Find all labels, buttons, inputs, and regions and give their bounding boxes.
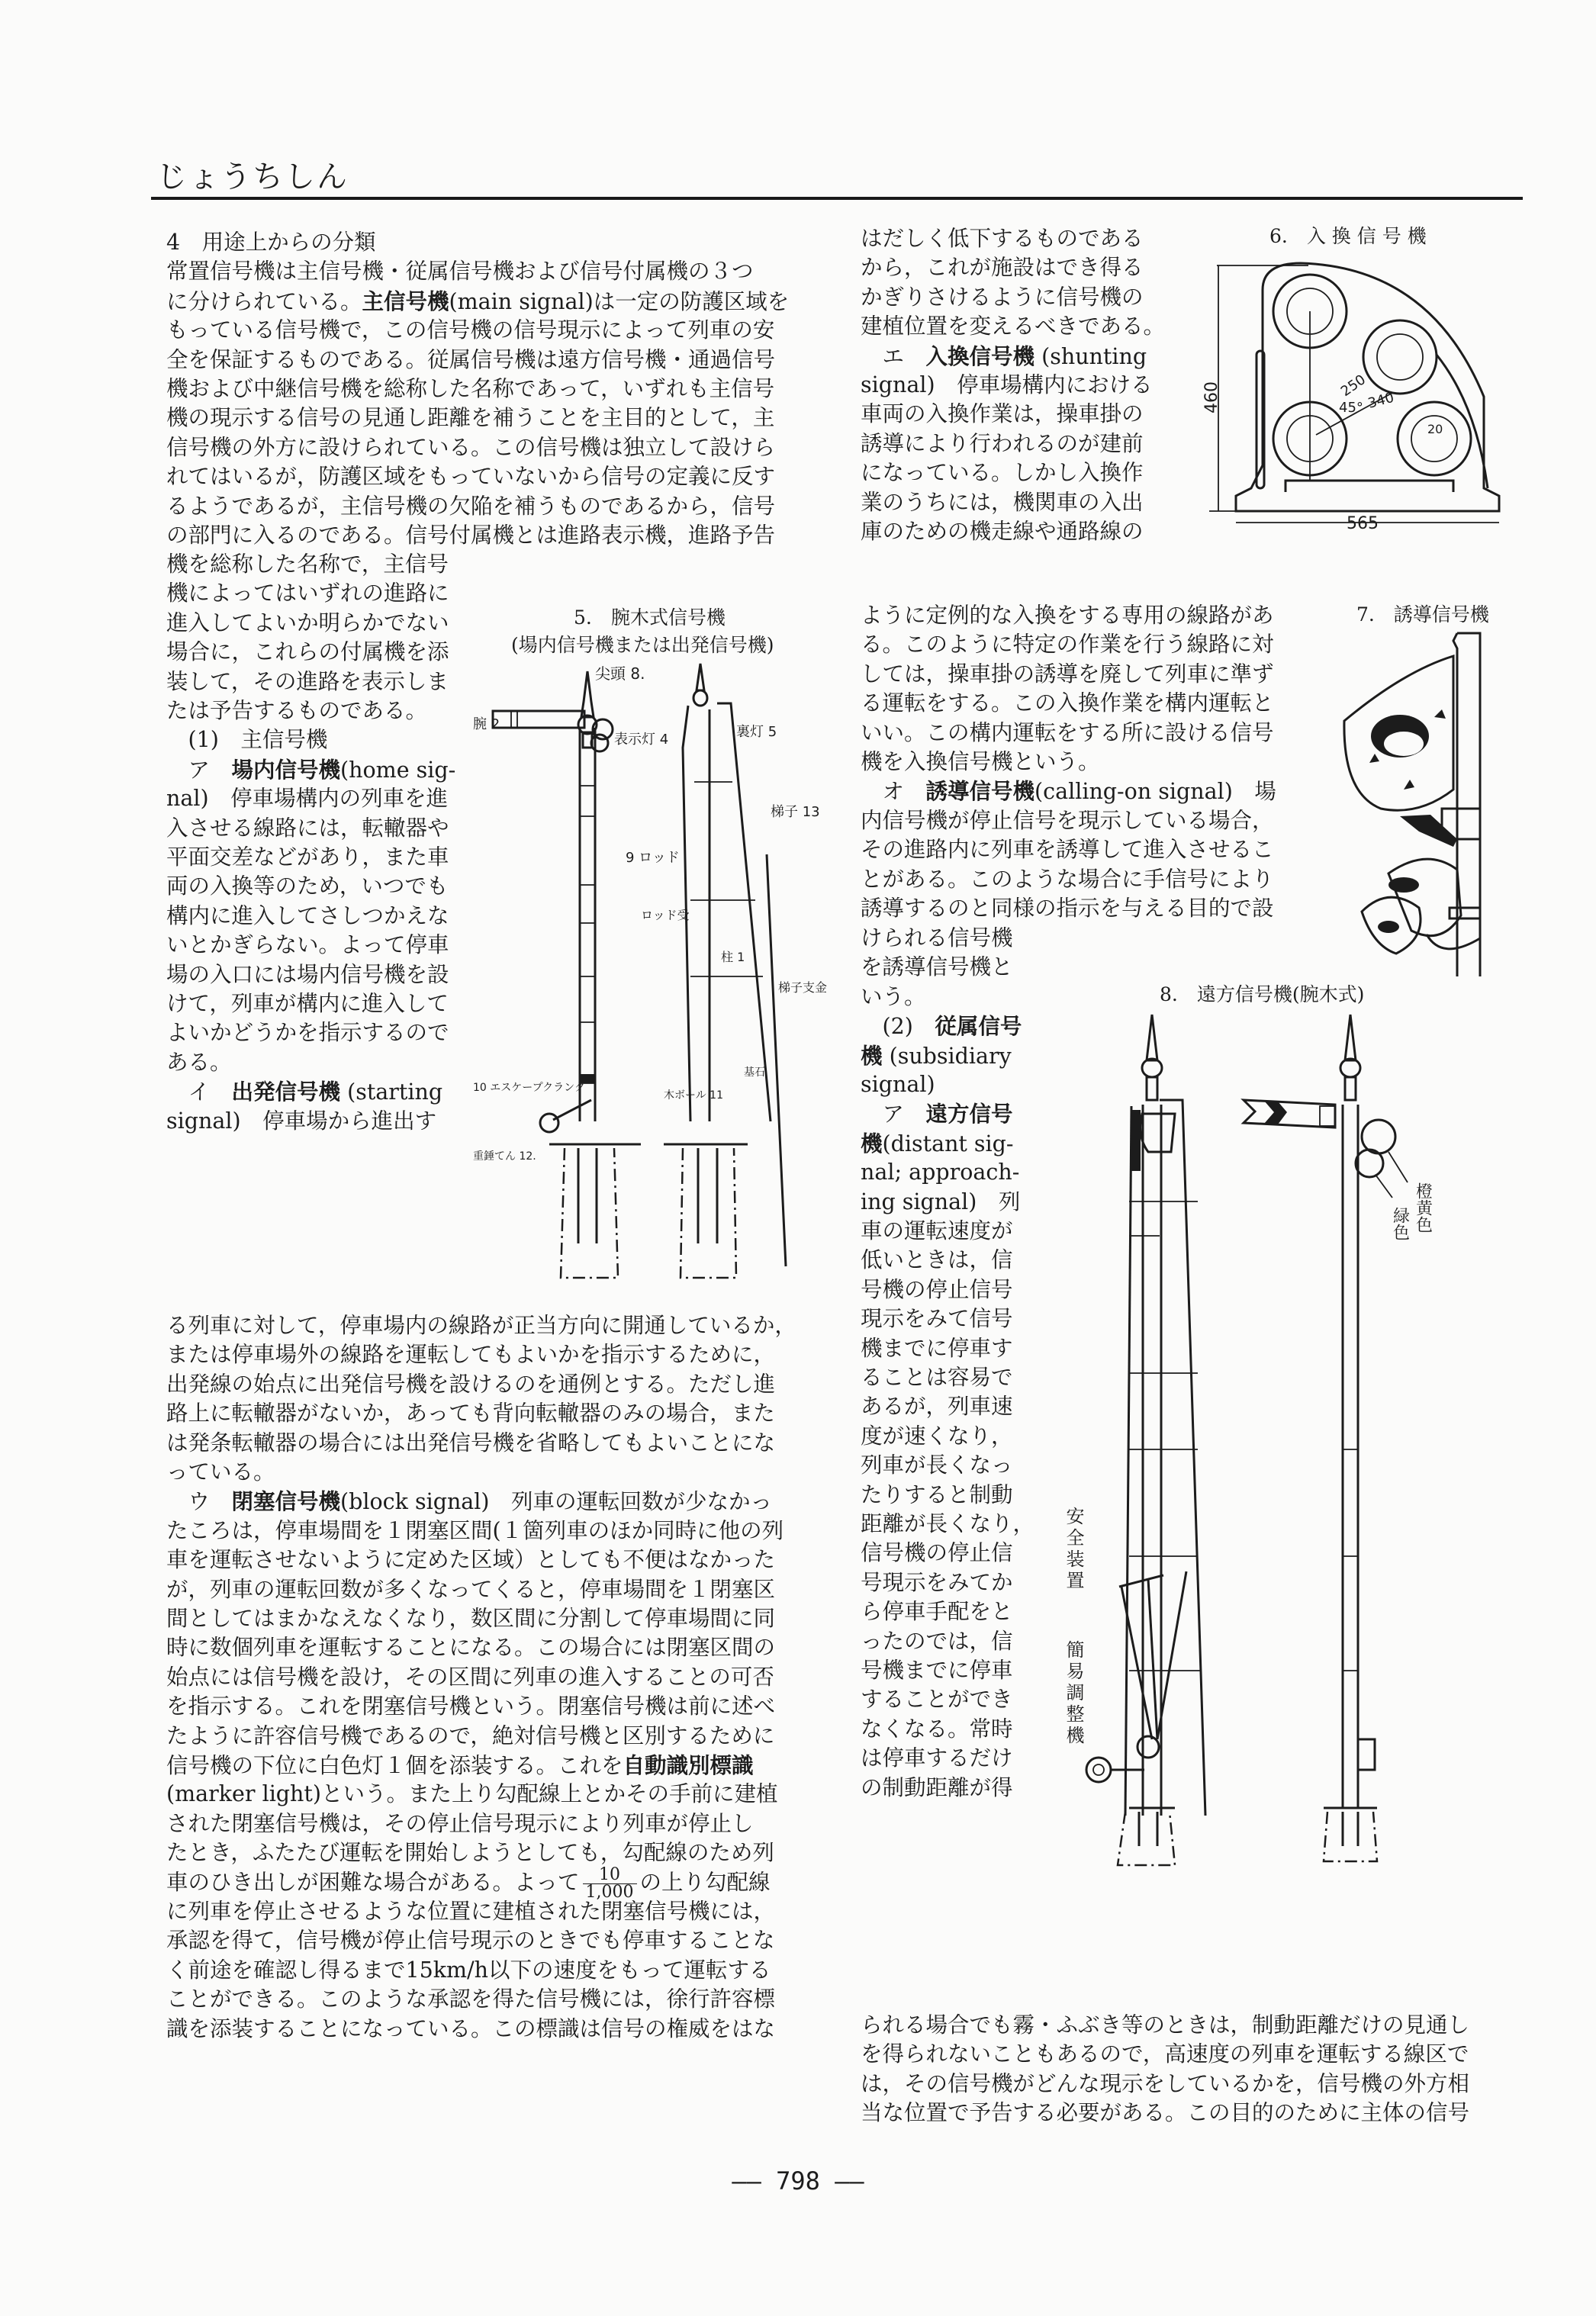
text-run: 始点には信号機を設け，その区間に列車の進入することの可否: [166, 1664, 774, 1690]
text-line: [861, 1185, 1020, 1219]
fig6-dim-lens: 20: [1427, 422, 1443, 436]
text-line: [166, 1046, 232, 1079]
text-line: [166, 1397, 775, 1430]
fig8-label-safety-device: 安全装置: [1063, 1507, 1084, 1592]
text-run: 信号機の外方に設けられている。この信号機は独立して設けら: [166, 434, 776, 460]
text-run: (distant sig-: [882, 1131, 1014, 1156]
page-number: [0, 2166, 1596, 2195]
text-line: [861, 628, 1274, 661]
figure-8-distant-signal-drawing: [1064, 1007, 1522, 1869]
text-line: [861, 1771, 1013, 1805]
text-run: された閉塞信号機は，その停止信号現示により列車が停止し: [166, 1810, 754, 1836]
figure-5-subcaption: (場内信号機または出発信号機): [511, 634, 774, 656]
text-line: [166, 1514, 784, 1548]
text-run: ア: [861, 1102, 926, 1127]
text-run: 度が速くなり，: [861, 1423, 1013, 1449]
text-run: から，これが施設はでき得る: [861, 255, 1144, 281]
fig6-dim-height: 460: [1202, 381, 1221, 413]
text-line: [166, 1368, 775, 1401]
text-line: [861, 1097, 1013, 1131]
text-run: 当な位置で予告する必要がある。この目的のために主体の信号: [861, 2100, 1470, 2126]
fig6-dim-spacing: 340: [1366, 389, 1396, 412]
text-line: [166, 1748, 754, 1782]
text-line: [166, 1309, 796, 1343]
text-run: の制動距離が得: [861, 1774, 1013, 1800]
text-run: いとかぎらない。よって停車: [166, 932, 449, 958]
text-line: [166, 1016, 449, 1050]
text-line: [166, 1924, 774, 1957]
text-line: [861, 1214, 1013, 1248]
text-line: [166, 1105, 436, 1138]
text-run: 場合に，これらの付属機を添: [166, 639, 449, 665]
text-line: [861, 251, 1144, 285]
header-rule: [151, 197, 1523, 200]
text-run: を誘導信号機と: [861, 954, 1013, 980]
text-run: (subsidiary: [882, 1043, 1012, 1069]
text-run: れてはいるが，防護区域をもっていないから信号の定義に反す: [166, 464, 776, 490]
figure-7-caption: 7. 誘導信号機: [1356, 603, 1489, 626]
text-line: [861, 863, 1274, 896]
text-run: 構内に進入してさしつかえな: [166, 902, 449, 928]
text-run: 機および中継信号機を総称した名称であって，いずれも主信号: [166, 376, 775, 401]
term-heading: 遠方信号: [925, 1101, 1013, 1127]
text-run: 識を添装することになっている。この標識は信号の権威をはな: [166, 2015, 776, 2041]
text-line: [861, 1243, 1013, 1277]
text-line: [166, 870, 448, 903]
text-line: [861, 1449, 1013, 1482]
semaphore-arm-fishtail: [1244, 1100, 1335, 1127]
text-run: あるが，列車速: [861, 1394, 1013, 1420]
text-run: signal) 停車場構内における: [861, 372, 1153, 397]
text-run: たように許容信号機であるので，絶対信号機と区別するために: [166, 1723, 775, 1748]
text-line: [861, 833, 1274, 867]
text-line: [166, 694, 427, 728]
text-run: 場の入口には場内信号機を設: [166, 961, 449, 987]
running-head: じょうちしん: [156, 159, 349, 195]
text-run: 車のひき出しが困難な場合がある。よって: [166, 1869, 580, 1895]
text-line: [861, 2009, 1469, 2042]
text-run: (1) 主信号機: [166, 727, 328, 753]
fig5-label-ladder-bracket: 梯子支金: [778, 980, 828, 995]
text-line: [861, 486, 1144, 519]
text-line: [861, 1654, 1013, 1687]
text-run: る列車に対して，停車場内の線路が正当方向に開通しているか，: [166, 1313, 796, 1338]
text-line: [861, 515, 1144, 548]
text-run: たとき，ふたたび運転を開始しようとしても，勾配線のため列: [166, 1840, 774, 1866]
text-run: (block signal) 列車の運転回数が少なかっ: [340, 1489, 773, 1515]
text-run: 号機の停止信号: [861, 1276, 1013, 1302]
text-run: 低いときは，信: [861, 1247, 1013, 1273]
term-heading: 入換信号機: [925, 343, 1035, 369]
fraction-denominator: 1,000: [585, 1882, 634, 1902]
fig5-label-back-light: 裏灯 5: [736, 724, 777, 740]
text-run: が，列車の運転回数が多くなってくると，停車場間を１閉塞区: [166, 1576, 776, 1602]
text-run: 常置信号機は主信号機・従属信号機および信号付属機の３つ: [166, 259, 754, 285]
text-run: もっている信号機で，この信号機の信号現示によって列車の安: [166, 317, 775, 343]
text-run: 号現示をみてか: [861, 1569, 1013, 1595]
text-run: る。このように特定の作業を行う線路に対: [861, 632, 1274, 658]
text-line: [861, 1478, 1013, 1512]
text-run: (calling-on signal) 場: [1035, 779, 1276, 805]
fig5-label-escape-crank: 10 エスケープクランク: [473, 1082, 585, 1094]
text-run: る運転をする。この入換作業を構内運転と: [861, 690, 1274, 716]
text-run: ing signal) 列: [861, 1189, 1021, 1214]
text-line: [861, 1156, 1019, 1189]
text-line: [861, 222, 1144, 256]
text-line: [166, 226, 376, 259]
text-run: その進路内に列車を誘導して進入させるこ: [861, 837, 1274, 863]
text-run: ら停車手配をと: [861, 1599, 1013, 1625]
text-run: はだしく低下するものである: [861, 226, 1144, 251]
text-line: [861, 1507, 1035, 1541]
text-line: [166, 1573, 775, 1607]
text-run: 機によってはいずれの進路に: [166, 581, 449, 606]
text-run: に列車を停止させるような位置に建植された閉塞信号機には，: [166, 1899, 776, 1924]
text-run: は発条転轍器の場合には出発信号機を省略してもよいことにな: [166, 1430, 776, 1456]
text-line: [166, 899, 449, 933]
text-line: [861, 1566, 1013, 1600]
text-line: [861, 1742, 1013, 1775]
text-run: く前途を確認し得るまで15km/h以下の速度をもって運転する: [166, 1957, 771, 1983]
text-line: [861, 1595, 1013, 1629]
text-line: [861, 1361, 1013, 1394]
text-run: ることは容易で: [861, 1365, 1013, 1390]
text-line: [861, 1536, 1013, 1570]
text-line: [166, 928, 449, 962]
text-run: とがある。このような場合に手信号により: [861, 866, 1274, 892]
text-run: 入させる線路には，転轍器や: [166, 815, 449, 841]
text-line: [861, 1625, 1013, 1658]
signal-lamp-bottom-right: [1398, 402, 1471, 475]
text-line: [166, 753, 455, 786]
signal-lamp-top-right: [1363, 320, 1437, 394]
text-run: の部門に入るのである。信号付属機とは進路表示機，進路予告: [166, 523, 776, 548]
text-run: 庫のための機走線や通路線の: [861, 519, 1144, 544]
text-line: [166, 460, 775, 494]
text-run: 機を総称した名称で，主信号: [166, 552, 449, 577]
text-line: [861, 804, 1274, 838]
text-run: の上り勾配線: [639, 1869, 771, 1895]
text-line: [861, 658, 1274, 691]
fig5-label-finial: 尖頭 8.: [595, 664, 645, 683]
text-line: [861, 339, 1147, 373]
term-heading: 機: [861, 1042, 883, 1069]
fig5-label-foundation: 基石: [744, 1066, 765, 1079]
text-run: 車の運転速度が: [861, 1218, 1013, 1243]
text-run: 列車が長くなっ: [861, 1452, 1013, 1478]
text-run: 時に数個列車を運転することになる。この場合には閉塞区間の: [166, 1635, 776, 1661]
text-line: [166, 490, 775, 523]
text-line: [166, 1719, 774, 1753]
text-line: [166, 1543, 775, 1577]
text-run: (2): [861, 1014, 935, 1040]
text-line: [861, 281, 1144, 314]
distant-signal-side-view: [1086, 1015, 1205, 1865]
text-line: [861, 980, 926, 1014]
fig5-label-counterweight: 重錘てん 12.: [473, 1150, 536, 1163]
text-run: 機までに停車す: [861, 1335, 1013, 1361]
text-line: [166, 285, 789, 318]
figure-7-calling-on-signal-drawing: [1327, 626, 1526, 976]
text-run: 出発線の始点に出発信号機を設けるのを通例とする。ただし進: [166, 1371, 776, 1397]
text-run: 機を入換信号機という。: [861, 749, 1100, 774]
text-line: [861, 599, 1274, 632]
text-line: [166, 1338, 775, 1372]
text-run: nal) 停車場構内の列車を進: [166, 786, 449, 812]
text-line: [166, 548, 449, 581]
fig6-dim-radius: 250: [1337, 372, 1369, 400]
text-line: [166, 1427, 775, 1460]
text-run: に分けられている。: [166, 288, 362, 314]
term-heading: 機: [861, 1130, 883, 1156]
text-run: nal; approach-: [861, 1160, 1020, 1185]
text-line: [166, 841, 449, 874]
fig5-label-ladder: 梯子 13: [771, 804, 820, 820]
text-line: [166, 1836, 774, 1870]
text-line: [861, 774, 1276, 808]
text-run: 業のうちには，機関車の入出: [861, 489, 1144, 515]
text-line: [166, 1075, 442, 1108]
text-run: ある。: [166, 1049, 232, 1075]
text-line: [166, 314, 774, 347]
text-run: ことができる。このような承認を得た信号機には，徐行許容標: [166, 1986, 776, 2012]
semaphore-mast-front: [493, 671, 641, 1278]
page-number-value: 798: [776, 2166, 820, 2195]
text-run: 現示をみて信号: [861, 1306, 1013, 1332]
text-run: 進入してよいか明らかでない: [166, 610, 449, 635]
fraction-numerator: 10: [583, 1867, 637, 1884]
text-run: 両の入換等のため，いつでも: [166, 873, 449, 899]
text-run: 装して，その進路を表示しま: [166, 668, 449, 694]
text-run: 路上に転轍器がないか，あっても背向転轍器のみの場合，また: [166, 1401, 775, 1427]
text-line: [166, 1864, 771, 1902]
text-line: [166, 812, 449, 845]
text-line: [166, 987, 449, 1021]
text-run: エ: [861, 343, 926, 369]
text-line: [861, 2038, 1469, 2071]
text-line: [166, 723, 327, 757]
text-run: かぎりさけるように信号機の: [861, 284, 1144, 310]
term-heading: 従属信号: [935, 1013, 1022, 1040]
text-line: [861, 1302, 1013, 1336]
text-run: 間としてはまかなえなくなり，数区間に分割して停車場間に同: [166, 1606, 776, 1631]
text-run: られる場合でも霧・ふぶき等のときは，制動距離だけの見通し: [861, 2012, 1470, 2038]
distant-signal-front-view: [1129, 1015, 1408, 1861]
text-line: [166, 1484, 772, 1518]
text-run: たりすると制動: [861, 1481, 1013, 1507]
text-line: [166, 2012, 775, 2046]
text-line: [166, 1807, 754, 1841]
text-line: [861, 716, 1274, 750]
text-line: [166, 782, 448, 815]
text-run: たころは，停車場間を１閉塞区間(１箇列車のほか同時に他の列: [166, 1517, 784, 1543]
text-run: ように定例的な入換をする専用の線路があ: [861, 603, 1274, 628]
text-line: [166, 1661, 774, 1694]
text-run: (marker light)という。また上り勾配線上とかその手前に建植: [166, 1781, 778, 1807]
fig5-label-arm: 腕 2: [473, 716, 500, 732]
text-run: 車を運転させないように定めた区域）としても不便はなかった: [166, 1547, 776, 1573]
text-line: [166, 372, 774, 406]
text-line: [166, 1602, 775, 1636]
text-run: るようであるが，主信号機の欠陥を補うものであるから，信号: [166, 493, 776, 519]
text-run: 信号機の下位に白色灯１個を添装する。これを: [166, 1753, 623, 1778]
text-run: (shunting: [1035, 343, 1147, 369]
text-line: [861, 427, 1144, 461]
text-line: [166, 1895, 775, 1928]
figure-5-caption: 5. 腕木式信号機: [574, 606, 726, 629]
text-line: [861, 1332, 1013, 1365]
text-line: [861, 1127, 1014, 1160]
figure-6-caption: 6. 入 換 信 号 機: [1269, 225, 1427, 247]
text-line: [861, 1420, 1013, 1453]
text-run: 全を保証するものである。従属信号機は遠方信号機・通過信号: [166, 346, 776, 372]
semaphore-mast-side: [664, 664, 786, 1278]
text-run: 内信号機が停止信号を現示している場合，: [861, 807, 1274, 833]
text-run: たは予告するものである。: [166, 698, 428, 723]
fig5-label-lamp: 表示灯 4: [614, 732, 669, 748]
text-run: 車両の入換作業は，操車掛の: [861, 401, 1144, 427]
text-line: [861, 2067, 1469, 2101]
text-line: [861, 456, 1144, 490]
text-line: [861, 922, 1013, 955]
text-run: いう。: [861, 983, 926, 1009]
text-run: っている。: [166, 1459, 275, 1484]
text-run: (starting: [340, 1079, 443, 1105]
figure-5-semaphore-signal-drawing: [473, 656, 839, 1282]
text-run: することができ: [861, 1687, 1013, 1713]
term-heading: 閉塞信号機: [231, 1488, 341, 1515]
text-run: ったのでは，信: [861, 1628, 1013, 1654]
text-run: 誘導により行われるのが建前: [861, 430, 1144, 456]
text-run: よいかどうかを指示するので: [166, 1020, 449, 1046]
figure-6-shunting-signal-drawing: [1202, 259, 1530, 533]
text-run: signal): [861, 1072, 935, 1097]
fig6-dim-angle: 45°: [1339, 400, 1363, 416]
text-run: いい。この構内運転をする所に設ける信号: [861, 719, 1274, 745]
figure-8-caption: 8. 遠方信号機(腕木式): [1160, 983, 1365, 1005]
fig8-label-green: 緑色: [1390, 1207, 1410, 1240]
fig5-label-wood-pole: 木ボール 11: [664, 1089, 723, 1102]
text-run: 距離が長くなり，: [861, 1511, 1035, 1536]
text-run: 4 用途上からの分類: [166, 230, 376, 255]
text-line: [166, 1954, 771, 1987]
fig8-label-orange-yellow: 橙黄色: [1413, 1182, 1433, 1233]
text-run: なくなる。常時: [861, 1716, 1013, 1742]
page-number-dash-right: ――: [819, 2166, 864, 2195]
text-line: [166, 255, 754, 288]
text-line: [861, 1273, 1013, 1307]
text-line: [166, 1983, 775, 2016]
text-run: けて，列車が構内に進入して: [166, 991, 449, 1016]
text-line: [861, 310, 1165, 343]
text-run: 信号機の停止信: [861, 1540, 1013, 1566]
fig5-label-post: 柱 1: [721, 950, 745, 964]
text-line: [861, 951, 1013, 984]
fig6-dim-width: 565: [1347, 514, 1379, 533]
text-run: を指示する。これを閉塞信号機という。閉塞信号機は前に述べ: [166, 1694, 776, 1719]
text-run: オ: [861, 779, 926, 805]
text-line: [861, 1683, 1013, 1716]
text-run: 平面交差などがあり，また車: [166, 844, 449, 870]
text-line: [861, 368, 1153, 402]
text-run: 号機までに停車: [861, 1658, 1013, 1683]
text-line: [861, 1009, 1022, 1043]
text-run: または停車場外の線路を運転してもよいかを指示するために，: [166, 1342, 776, 1368]
text-line: [861, 892, 1274, 925]
text-run: は停車するだけ: [861, 1745, 1013, 1771]
text-run: は，その信号機がどんな現示をしているかを，信号機の外方相: [861, 2070, 1470, 2096]
text-line: [861, 1068, 935, 1102]
text-line: [861, 745, 1100, 779]
text-line: [166, 401, 774, 435]
text-run: 機の現示する信号の見通し距離を補うことを主目的として，主: [166, 405, 775, 431]
text-line: [166, 1456, 275, 1489]
text-line: [166, 577, 449, 610]
text-line: [861, 2096, 1469, 2130]
text-run: ア: [166, 757, 232, 783]
term-heading: 自動識別標識: [623, 1752, 754, 1778]
term-heading: 誘導信号機: [925, 778, 1035, 805]
fig5-label-rod: 9 ロッド: [626, 850, 680, 866]
text-line: [861, 1390, 1013, 1423]
text-line: [166, 635, 449, 669]
fig5-label-rod-support: ロッド受: [641, 908, 690, 922]
term-heading: 主信号機: [362, 288, 449, 314]
term-heading: 出発信号機: [231, 1079, 341, 1105]
text-run: ウ: [166, 1489, 232, 1515]
text-line: [861, 687, 1274, 720]
text-run: (home sig-: [340, 757, 456, 783]
fig8-label-simple-adjuster: 簡易調整機: [1063, 1640, 1084, 1747]
text-run: (main signal)は一定の防護区域を: [449, 288, 790, 314]
text-line: [166, 665, 449, 699]
text-run: 建植位置を変えるべきである。: [861, 314, 1166, 339]
text-line: [166, 1777, 777, 1811]
text-line: [166, 343, 775, 377]
text-line: [166, 1631, 775, 1665]
text-line: [166, 1690, 775, 1723]
text-run: 誘導するのと同様の指示を与える目的で設: [861, 896, 1274, 921]
text-line: [861, 1713, 1013, 1746]
page-number-dash-left: ――: [732, 2166, 777, 2195]
text-run: けられる信号機: [861, 925, 1013, 951]
text-line: [861, 397, 1144, 431]
text-run: signal) 停車場から進出す: [166, 1108, 437, 1134]
text-line: [861, 1039, 1012, 1073]
text-run: になっている。しかし入換作: [861, 460, 1144, 486]
text-run: を得られないこともあるので，高速度の列車を運転する線区で: [861, 2041, 1469, 2067]
text-run: しては，操車掛の誘導を廃して列車に準ず: [861, 661, 1274, 687]
text-line: [166, 958, 449, 992]
term-heading: 場内信号機: [231, 756, 341, 783]
text-run: 承認を得て，信号機が停止信号現示のときでも停車することな: [166, 1928, 775, 1954]
text-line: [166, 606, 449, 640]
text-run: イ: [166, 1079, 232, 1105]
text-line: [166, 431, 775, 465]
